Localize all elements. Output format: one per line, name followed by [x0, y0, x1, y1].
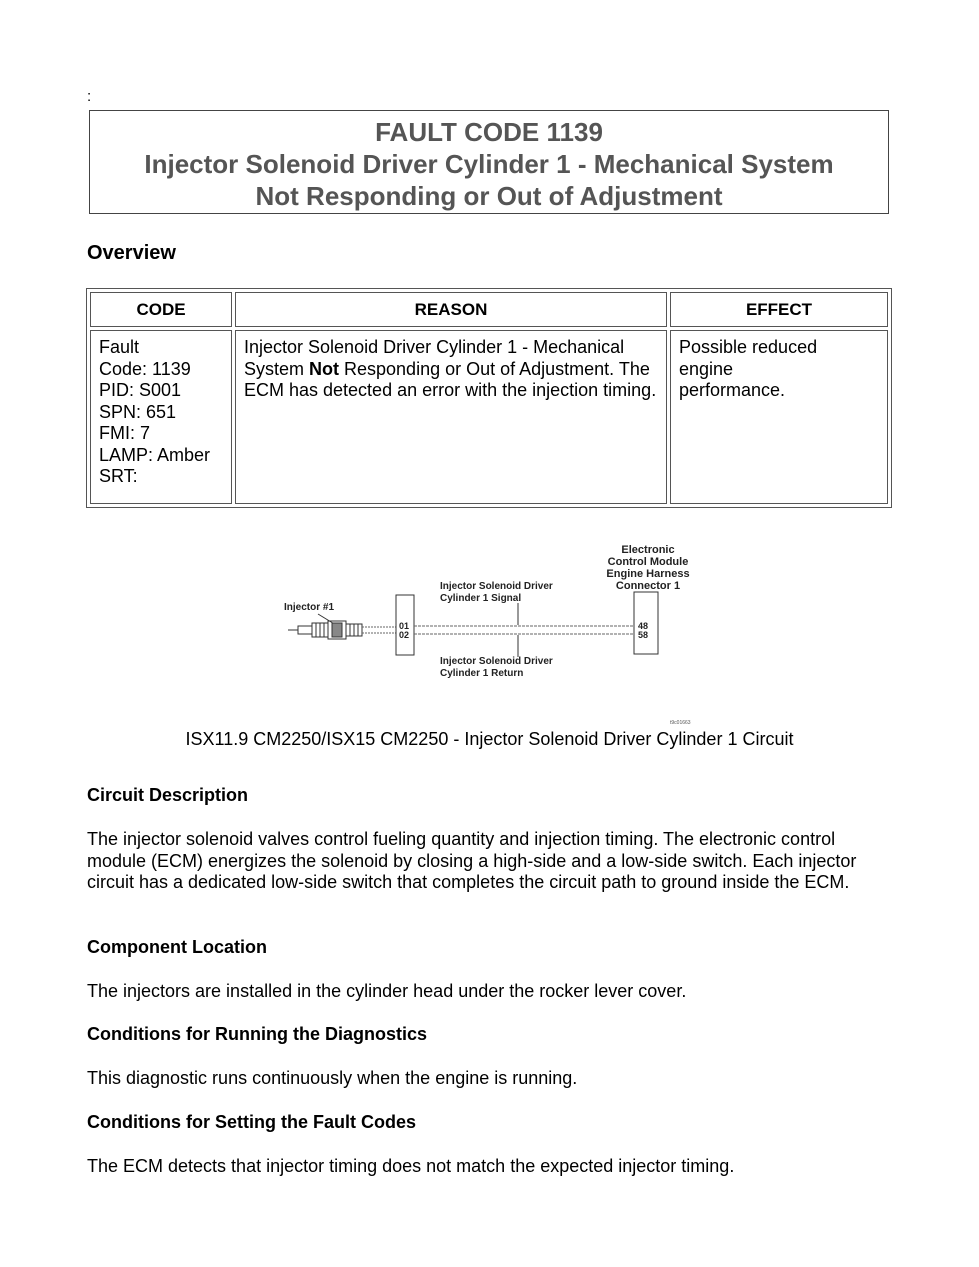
- reason-text-bold: Not: [309, 358, 340, 379]
- code-line: Fault: [99, 337, 140, 357]
- effect-cell: [670, 330, 888, 504]
- code-line: PID: S001: [99, 380, 182, 400]
- effect-line: Possible reduced: [679, 337, 818, 357]
- reason-cell: [235, 330, 667, 504]
- return-label: Cylinder 1 Return: [440, 668, 524, 679]
- ecm-label: Control Module: [607, 556, 689, 568]
- code-line: Code: 1139: [99, 358, 191, 379]
- page-colon: :: [87, 88, 92, 105]
- fault-code-subtitle-line2: Not Responding or Out of Adjustment: [255, 181, 723, 211]
- overview-header-row: [90, 292, 888, 327]
- return-label: Injector Solenoid Driver: [440, 656, 553, 667]
- ecm-label: Engine Harness: [606, 568, 690, 580]
- fault-code-title: FAULT CODE 1139: [375, 117, 603, 147]
- injector-icon: [288, 621, 362, 639]
- effect-line: performance.: [679, 380, 786, 400]
- overview-data-row: [90, 330, 888, 504]
- circuit-description-heading: Circuit Description: [87, 785, 249, 805]
- ecm-label: Electronic: [621, 544, 675, 556]
- fault-code-subtitle-line1: Injector Solenoid Driver Cylinder 1 - Mechanical System: [144, 149, 834, 179]
- fault-code-title-box: [89, 110, 889, 214]
- column-header-reason: REASON: [235, 292, 667, 327]
- pin-label: 58: [638, 630, 649, 640]
- effect-line: engine: [679, 358, 734, 379]
- signal-label: Injector Solenoid Driver: [440, 581, 553, 592]
- code-cell: [90, 330, 232, 504]
- reason-text-part1: Injector Solenoid Driver Cylinder 1 - Mechanical System: [244, 337, 625, 379]
- signal-label: Cylinder 1 Signal: [440, 593, 522, 604]
- injector-label: Injector #1: [284, 602, 335, 613]
- circuit-description-text: The injector solenoid valves control fueling quantity and injection timing. The electronic control module (ECM) energizes the solenoid by closing a high-side and a low-side switch. Each injector circuit has a dedicated low-side switch that completes the circuit path to ground inside the ECM.: [87, 829, 857, 892]
- code-line: SPN: 651: [99, 401, 177, 422]
- setting-conditions-heading: Conditions for Setting the Fault Codes: [87, 1112, 416, 1132]
- pin-label: 01: [399, 621, 410, 631]
- ecm-label: Connector 1: [615, 580, 681, 592]
- overview-table: [86, 288, 892, 508]
- reason-text-part2: Responding or Out of Adjustment. The ECM has detected an error with the injection timing.: [244, 358, 657, 400]
- injector-circuit-diagram: [278, 540, 700, 725]
- code-line: FMI: 7: [99, 423, 151, 443]
- setting-conditions-text: The ECM detects that injector timing does not match the expected injector timing.: [87, 1156, 735, 1176]
- diagram-caption: ISX11.9 CM2250/ISX15 CM2250 - Injector Solenoid Driver Cylinder 1 Circuit: [185, 729, 794, 749]
- figure-id: t9c01663: [670, 720, 691, 725]
- column-header-code: CODE: [90, 292, 232, 327]
- pin-label: 02: [399, 630, 410, 640]
- code-line: SRT:: [99, 466, 138, 486]
- running-conditions-text: This diagnostic runs continuously when the engine is running.: [87, 1068, 578, 1088]
- code-line: LAMP: Amber: [99, 444, 211, 465]
- pin-label: 48: [638, 621, 649, 631]
- component-location-heading: Component Location: [87, 937, 267, 957]
- component-location-text: The injectors are installed in the cylinder head under the rocker lever cover.: [87, 981, 687, 1001]
- overview-heading: Overview: [87, 242, 176, 264]
- running-conditions-heading: Conditions for Running the Diagnostics: [87, 1024, 427, 1044]
- column-header-effect: EFFECT: [670, 292, 888, 327]
